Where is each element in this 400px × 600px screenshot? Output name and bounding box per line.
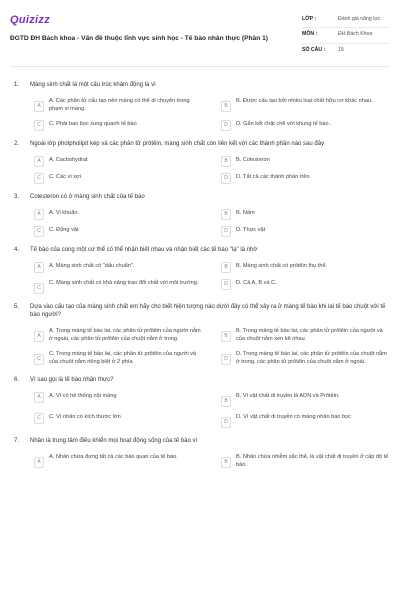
answer-option-d[interactable]	[221, 173, 390, 184]
answer-option-a[interactable]	[34, 392, 203, 407]
option-letter-box: C	[34, 120, 44, 131]
option-text: A. Màng sinh chất có "dấu chuẩn".	[49, 263, 135, 270]
answer-option-b[interactable]	[221, 453, 390, 470]
answer-option-d[interactable]	[221, 279, 390, 294]
answer-options	[10, 327, 390, 367]
answer-options	[10, 392, 390, 428]
option-letter-box: A	[34, 392, 44, 403]
answer-option-c[interactable]	[34, 279, 203, 294]
answer-option-b[interactable]	[221, 97, 390, 114]
question-header	[10, 81, 390, 89]
question-item	[10, 376, 390, 428]
question-number: 4.	[14, 247, 20, 253]
question-number: 2.	[14, 140, 20, 147]
meta-key: SỐ CÂU :	[302, 46, 326, 53]
question-text: Ngoài lớp photpholipit kép và các phân tử prôtêin, màng sinh chất còn liên kết với các thành phần nào sau đây	[30, 140, 325, 147]
option-letter-box: D	[221, 120, 231, 131]
option-text: A. Vì có hệ thống nội màng	[49, 393, 117, 400]
answer-option-b[interactable]	[221, 327, 390, 344]
question-item	[10, 437, 390, 470]
quizizz-logo: Quizizz	[10, 14, 50, 26]
option-letter-box: C	[34, 226, 44, 237]
option-letter-box: C	[34, 173, 44, 184]
option-text: B. Màng sinh chất có prôtêin thụ thể.	[236, 263, 328, 270]
answer-option-c[interactable]	[34, 173, 203, 184]
option-text: D. Thực vật	[236, 227, 266, 233]
option-letter-box: B	[221, 209, 231, 220]
option-letter-box: A	[34, 262, 44, 273]
meta-row-subject	[302, 28, 390, 43]
option-text: B. Nấm	[236, 210, 255, 216]
option-text: D. Gắn kết chặt chẽ với khung tế bào .	[236, 120, 332, 127]
option-text: A. Cacbohydrat	[49, 156, 88, 163]
answer-option-a[interactable]	[34, 262, 203, 273]
answer-option-b[interactable]	[221, 156, 390, 167]
answer-option-d[interactable]	[221, 226, 390, 237]
option-text: C. Các vi sợi	[49, 173, 81, 180]
question-header	[10, 246, 390, 254]
option-letter-box: B	[221, 457, 231, 468]
option-text: D. Vì vật chất di truyền có màng nhân bao bọc	[236, 414, 352, 421]
question-header	[10, 140, 390, 148]
question-number: 7.	[14, 438, 20, 445]
option-letter-box: D	[221, 354, 231, 365]
option-text: A. Nhân chứa đựng tất cả các bào quan của tế bào.	[49, 454, 178, 461]
option-letter-box: A	[34, 156, 44, 167]
option-letter-box: B	[221, 262, 231, 273]
answer-options	[10, 209, 390, 237]
option-letter-box: C	[34, 283, 44, 294]
answer-options	[10, 453, 390, 470]
answer-options	[10, 262, 390, 294]
option-letter-box: C	[34, 413, 44, 424]
option-text: C. Trong màng tế bào lai, các phân tử prôtêin của người và của chuột nằm riêng biệt ở 2 phía	[49, 351, 197, 366]
option-text: B. Trong màng tế bào lai, các phân tử prôtêin của người và của chuột nằm xen kẽ nhau	[236, 328, 383, 343]
option-letter-box: A	[34, 457, 44, 468]
meta-value: 15	[338, 46, 344, 53]
answer-option-c[interactable]	[34, 120, 203, 131]
answer-option-d[interactable]	[221, 413, 390, 428]
answer-option-a[interactable]	[34, 453, 203, 470]
option-letter-box: C	[34, 354, 44, 365]
answer-option-c[interactable]	[34, 413, 203, 428]
question-header	[10, 193, 390, 201]
question-item	[10, 303, 390, 367]
option-letter-box: B	[221, 396, 231, 407]
option-letter-box: D	[221, 173, 231, 184]
meta-key: LỚP :	[302, 16, 317, 22]
question-list	[10, 81, 390, 470]
question-text: Colesteron có ở màng sinh chất của tế bào	[30, 193, 145, 200]
question-text: Dựa vào cấu tạo của màng sinh chất em hãy cho biết hiện tượng nào dưới đây có thể xảy ra ở màng tế bào khi lai tế bào chuột với tế bào người?	[30, 304, 386, 319]
question-item	[10, 81, 390, 131]
option-text: B. Nhân chứa nhiễm sắc thể, là vật chất di truyền ở cấp độ tế bào.	[236, 454, 389, 469]
question-number: 1.	[14, 81, 20, 88]
option-text: C. Màng sinh chất có khả năng trao đổi chất với môi trường.	[49, 280, 199, 287]
document-title: ĐGTD ĐH Bách khoa - Vấn đề thuộc lĩnh vực sinh học - Tế bào nhân thực (Phần 1)	[10, 34, 268, 42]
meta-table	[302, 13, 390, 58]
question-header	[10, 437, 390, 445]
option-text: B. Colesteron	[236, 156, 270, 163]
option-text: B. Được cấu tạo bởi nhiều loại chất hữu cơ khác nhau.	[236, 97, 373, 104]
answer-option-a[interactable]	[34, 156, 203, 167]
question-number: 6.	[14, 377, 20, 384]
meta-row-count	[302, 44, 390, 58]
answer-option-a[interactable]	[34, 327, 203, 344]
option-letter-box: A	[34, 101, 44, 112]
option-text: D. Tất cả các thành phần trên	[236, 173, 310, 180]
option-text: D. Cả A, B và C.	[236, 280, 277, 287]
meta-key: MÔN :	[302, 31, 318, 38]
answer-option-b[interactable]	[221, 209, 390, 220]
option-letter-box: D	[221, 226, 231, 237]
question-number: 3.	[14, 193, 20, 200]
option-letter-box: A	[34, 331, 44, 342]
meta-row-class	[302, 13, 390, 28]
option-text: B. Vì vật chất di truyền là ADN và Prôtêin.	[236, 393, 340, 400]
question-number: 5.	[14, 304, 20, 311]
meta-value: Đánh giá năng lực	[338, 16, 381, 22]
brand-block	[10, 13, 292, 43]
answer-option-d[interactable]	[221, 120, 390, 131]
question-header	[10, 303, 390, 319]
option-letter-box: B	[221, 101, 231, 112]
answer-options	[10, 97, 390, 131]
answer-options	[10, 156, 390, 184]
option-letter-box: D	[221, 279, 231, 290]
answer-option-c[interactable]	[34, 350, 203, 367]
worksheet-header	[10, 13, 390, 67]
question-text: Vì sao gọi là tế bào nhân thực?	[30, 377, 114, 384]
option-letter-box: B	[221, 156, 231, 167]
answer-option-c[interactable]	[34, 226, 203, 237]
answer-option-b[interactable]	[221, 392, 390, 407]
answer-option-b[interactable]	[221, 262, 390, 273]
question-text: Nhân là trung tâm điều khiển mọi hoạt động sống của tế bào vì	[30, 438, 198, 445]
option-letter-box: A	[34, 209, 44, 220]
option-text: C. Vì nhân có kích thước lớn	[49, 414, 121, 421]
question-item	[10, 193, 390, 237]
option-text: C. Phải bao bọc xung quanh tế bào	[49, 120, 137, 127]
option-text: D. Trong màng tế bào lai, các phân tử prôtêin của chuột nằm ở trong, các phân tử prôtêin của chuột nằm ở ngoài.	[236, 351, 387, 366]
question-item	[10, 246, 390, 294]
question-item	[10, 140, 390, 184]
question-text: Màng sinh chất là một cấu trúc khảm động là vì	[30, 81, 156, 88]
option-text: A. Vi khuẩn.	[49, 210, 80, 216]
option-text: C. Động vật	[49, 227, 79, 233]
option-text: A. Các phân tử cấu tạo nên màng có thể di chuyển trong phạm vi màng.	[49, 97, 190, 112]
meta-value: ĐH Bách Khoa	[338, 31, 373, 38]
option-letter-box: B	[221, 331, 231, 342]
option-letter-box: D	[221, 417, 231, 428]
answer-option-a[interactable]	[34, 97, 203, 114]
answer-option-a[interactable]	[34, 209, 203, 220]
option-text: A. Trong màng tế bào lai, các phân tử prôtêin của người nằm ở ngoài, các phân tử prôtêin của chuột nằm ở trong.	[49, 328, 201, 343]
question-header	[10, 376, 390, 384]
answer-option-d[interactable]	[221, 350, 390, 367]
question-text: Tế bào của cùng một cơ thể có thể nhận biết nhau và nhận biết các tế bào "lạ" là nhờ	[30, 247, 258, 253]
